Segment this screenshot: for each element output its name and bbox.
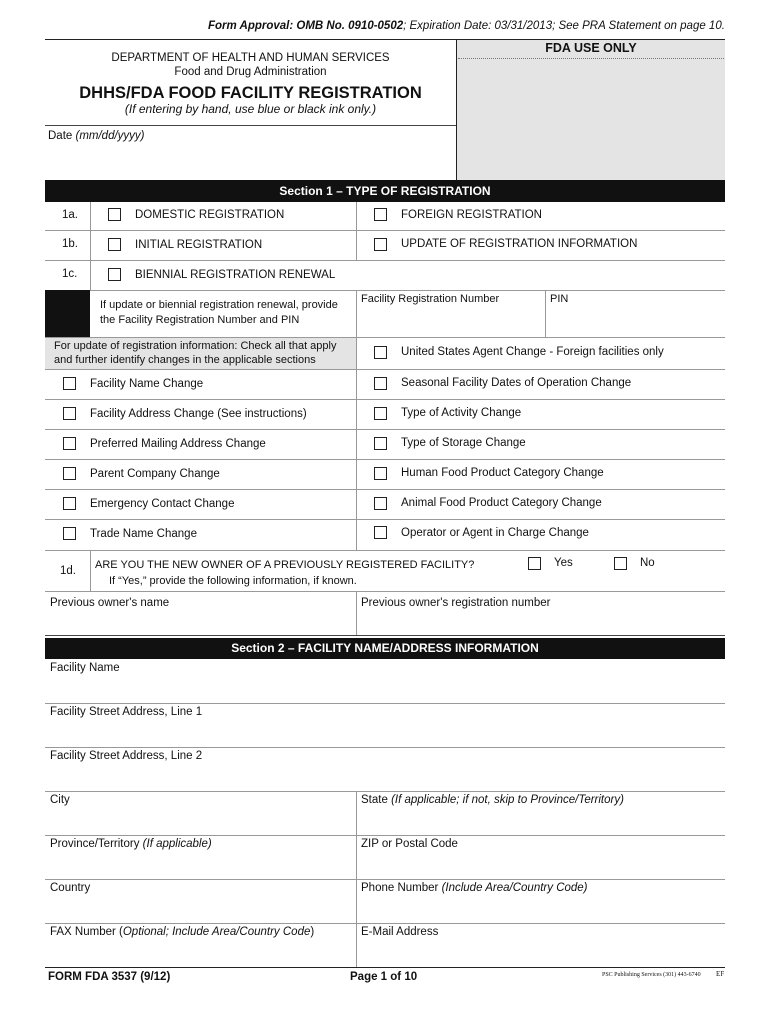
animal-food-category-change-checkbox[interactable] bbox=[374, 497, 387, 510]
us-agent-change-label: United States Agent Change - Foreign facilities only bbox=[401, 346, 664, 358]
biennial-renewal-checkbox[interactable] bbox=[108, 268, 121, 281]
row-rule bbox=[45, 591, 725, 592]
black-marker-box bbox=[45, 290, 90, 337]
pin-divider bbox=[545, 290, 546, 337]
update-divider bbox=[356, 290, 357, 337]
row-rule bbox=[45, 519, 725, 520]
initial-registration-checkbox[interactable] bbox=[108, 238, 121, 251]
row-rule bbox=[45, 747, 725, 748]
trade-name-change-checkbox[interactable] bbox=[63, 527, 76, 540]
street-address-2-label: Facility Street Address, Line 2 bbox=[50, 750, 203, 762]
phone-input[interactable] bbox=[358, 898, 724, 922]
previous-owner-registration-input[interactable] bbox=[358, 612, 724, 634]
domestic-registration-label: DOMESTIC REGISTRATION bbox=[135, 209, 285, 221]
mailing-address-change-checkbox[interactable] bbox=[63, 437, 76, 450]
previous-owner-registration-label: Previous owner's registration number bbox=[361, 597, 551, 609]
row-rule bbox=[45, 399, 725, 400]
country-label: Country bbox=[50, 882, 91, 894]
row-1b-number: 1b. bbox=[62, 238, 78, 250]
fax-label bbox=[50, 926, 314, 938]
street-address-1-label: Facility Street Address, Line 1 bbox=[50, 706, 203, 718]
animal-food-category-change-label: Animal Food Product Category Change bbox=[401, 497, 602, 509]
activity-type-change-checkbox[interactable] bbox=[374, 407, 387, 420]
human-food-category-change-label: Human Food Product Category Change bbox=[401, 467, 604, 479]
new-owner-yes-checkbox[interactable] bbox=[528, 557, 541, 570]
form-subtitle: (If entering by hand, use blue or black ink only.) bbox=[124, 102, 377, 116]
new-owner-question: ARE YOU THE NEW OWNER OF A PREVIOUSLY REGISTERED FACILITY? bbox=[95, 559, 475, 571]
fax-label-close: ) bbox=[310, 926, 315, 938]
previous-owner-name-label: Previous owner's name bbox=[50, 597, 170, 609]
row-1d-divider bbox=[90, 550, 91, 591]
facility-name-change-label: Facility Name Change bbox=[90, 378, 204, 390]
section-1-header: Section 1 – TYPE OF REGISTRATION bbox=[45, 180, 725, 202]
row-rule bbox=[45, 459, 725, 460]
state-input[interactable] bbox=[358, 810, 724, 834]
date-input[interactable] bbox=[45, 145, 455, 179]
state-note: (If applicable; if not, skip to Province/Territory) bbox=[391, 794, 624, 806]
operator-agent-change-checkbox[interactable] bbox=[374, 526, 387, 539]
phone-label-text: Phone Number bbox=[361, 882, 439, 894]
parent-company-change-checkbox[interactable] bbox=[63, 467, 76, 480]
new-owner-note: If “Yes,” provide the following information, if known. bbox=[109, 575, 357, 587]
row-rule bbox=[45, 703, 725, 704]
expiration-text: ; Expiration Date: 03/31/2013; See PRA Statement on page 10. bbox=[403, 20, 725, 32]
province-note: (If applicable) bbox=[142, 838, 212, 850]
date-label-text: Date bbox=[48, 130, 73, 142]
row-1c-number: 1c. bbox=[62, 268, 78, 280]
form-approval-line bbox=[208, 20, 725, 32]
province-label bbox=[50, 838, 212, 850]
dept-name: DEPARTMENT OF HEALTH AND HUMAN SERVICES bbox=[111, 52, 390, 64]
zip-label: ZIP or Postal Code bbox=[361, 838, 458, 850]
new-owner-yes-label: Yes bbox=[554, 557, 573, 569]
facility-registration-number-label: Facility Registration Number bbox=[361, 293, 500, 305]
row-rule bbox=[45, 550, 725, 551]
form-title: DHHS/FDA FOOD FACILITY REGISTRATION bbox=[79, 84, 422, 102]
pin-label: PIN bbox=[550, 293, 569, 305]
previous-owner-name-input[interactable] bbox=[46, 612, 355, 634]
row-rule bbox=[45, 230, 725, 231]
trade-name-change-label: Trade Name Change bbox=[90, 528, 197, 540]
state-label bbox=[361, 794, 624, 806]
date-rule bbox=[45, 125, 456, 126]
human-food-category-change-checkbox[interactable] bbox=[374, 467, 387, 480]
publisher-credit: PSC Publishing Services (301) 443-6740 bbox=[602, 972, 701, 978]
foreign-registration-checkbox[interactable] bbox=[374, 208, 387, 221]
street-address-2-input[interactable] bbox=[46, 766, 724, 790]
row-rule bbox=[45, 290, 725, 291]
fda-use-only-box bbox=[457, 40, 725, 180]
street-address-1-input[interactable] bbox=[46, 722, 724, 746]
parent-company-change-label: Parent Company Change bbox=[90, 468, 220, 480]
section-2-header: Section 2 – FACILITY NAME/ADDRESS INFORMATION bbox=[45, 638, 725, 659]
prev-owner-divider bbox=[356, 591, 357, 635]
mailing-address-change-label: Preferred Mailing Address Change bbox=[90, 438, 266, 450]
header-divider bbox=[456, 39, 457, 180]
form-number: FORM FDA 3537 (9/12) bbox=[48, 971, 171, 983]
row-rule bbox=[45, 489, 725, 490]
new-owner-no-label: No bbox=[640, 557, 655, 569]
agency-name: Food and Drug Administration bbox=[174, 66, 327, 78]
row-rule bbox=[45, 791, 725, 792]
activity-type-change-label: Type of Activity Change bbox=[401, 407, 522, 419]
facility-name-label: Facility Name bbox=[50, 662, 120, 674]
emergency-contact-change-checkbox[interactable] bbox=[63, 497, 76, 510]
ef-mark: EF bbox=[716, 970, 725, 978]
domestic-registration-checkbox[interactable] bbox=[108, 208, 121, 221]
row-rule bbox=[45, 260, 725, 261]
biennial-renewal-label: BIENNIAL REGISTRATION RENEWAL bbox=[135, 269, 336, 281]
check-note-line-1: For update of registration information: Check all that apply bbox=[54, 340, 337, 352]
fax-note: Optional; Include Area/Country Code bbox=[122, 926, 311, 938]
row-rule bbox=[45, 879, 725, 880]
facility-name-change-checkbox[interactable] bbox=[63, 377, 76, 390]
province-input[interactable] bbox=[46, 854, 355, 878]
pin-input[interactable] bbox=[547, 308, 723, 336]
row-rule bbox=[45, 369, 725, 370]
state-label-text: State bbox=[361, 794, 388, 806]
update-note-line-2: the Facility Registration Number and PIN bbox=[100, 314, 300, 326]
initial-registration-label: INITIAL REGISTRATION bbox=[135, 239, 263, 251]
seasonal-dates-change-checkbox[interactable] bbox=[374, 377, 387, 390]
email-label: E-Mail Address bbox=[361, 926, 439, 938]
facility-address-change-label: Facility Address Change (See instructions) bbox=[90, 408, 307, 420]
date-format: (mm/dd/yyyy) bbox=[75, 130, 145, 142]
page-number: Page 1 of 10 bbox=[350, 971, 418, 983]
facility-address-change-checkbox[interactable] bbox=[63, 407, 76, 420]
omb-number: Form Approval: OMB No. 0910-0502 bbox=[208, 20, 404, 32]
row-1a-number: 1a. bbox=[62, 209, 78, 221]
foreign-registration-label: FOREIGN REGISTRATION bbox=[401, 209, 542, 221]
footer-rule bbox=[45, 967, 725, 968]
fda-use-only-label: FDA USE ONLY bbox=[545, 41, 637, 55]
new-owner-no-checkbox[interactable] bbox=[614, 557, 627, 570]
row-rule bbox=[45, 835, 725, 836]
fax-input[interactable] bbox=[46, 942, 355, 966]
facility-name-input[interactable] bbox=[46, 678, 724, 702]
phone-label bbox=[361, 882, 588, 894]
zip-input[interactable] bbox=[358, 854, 724, 878]
storage-type-change-label: Type of Storage Change bbox=[401, 437, 526, 449]
city-input[interactable] bbox=[46, 810, 355, 834]
seasonal-dates-change-label: Seasonal Facility Dates of Operation Change bbox=[401, 377, 632, 389]
update-registration-checkbox[interactable] bbox=[374, 238, 387, 251]
row-rule bbox=[45, 923, 725, 924]
check-note-line-2: and further identify changes in the applicable sections bbox=[54, 354, 316, 366]
us-agent-change-checkbox[interactable] bbox=[374, 346, 387, 359]
date-label bbox=[48, 130, 145, 142]
country-input[interactable] bbox=[46, 898, 355, 922]
province-label-text: Province/Territory bbox=[50, 838, 140, 850]
row-number-divider bbox=[90, 202, 91, 290]
city-label: City bbox=[50, 794, 70, 806]
row-1ab-divider bbox=[356, 202, 357, 260]
update-note-line-1: If update or biennial registration renewal, provide bbox=[100, 299, 338, 311]
fda-use-rule bbox=[458, 58, 724, 59]
storage-type-change-checkbox[interactable] bbox=[374, 437, 387, 450]
row-rule bbox=[45, 429, 725, 430]
operator-agent-change-label: Operator or Agent in Charge Change bbox=[401, 527, 589, 539]
phone-note: (Include Area/Country Code) bbox=[441, 882, 588, 894]
row-1d-number: 1d. bbox=[60, 565, 76, 577]
row-rule bbox=[45, 635, 725, 636]
email-input[interactable] bbox=[358, 942, 724, 966]
facility-registration-number-input[interactable] bbox=[358, 308, 543, 336]
fax-label-text: FAX Number ( bbox=[50, 926, 123, 938]
emergency-contact-change-label: Emergency Contact Change bbox=[90, 498, 235, 510]
update-registration-label: UPDATE OF REGISTRATION INFORMATION bbox=[401, 238, 638, 250]
